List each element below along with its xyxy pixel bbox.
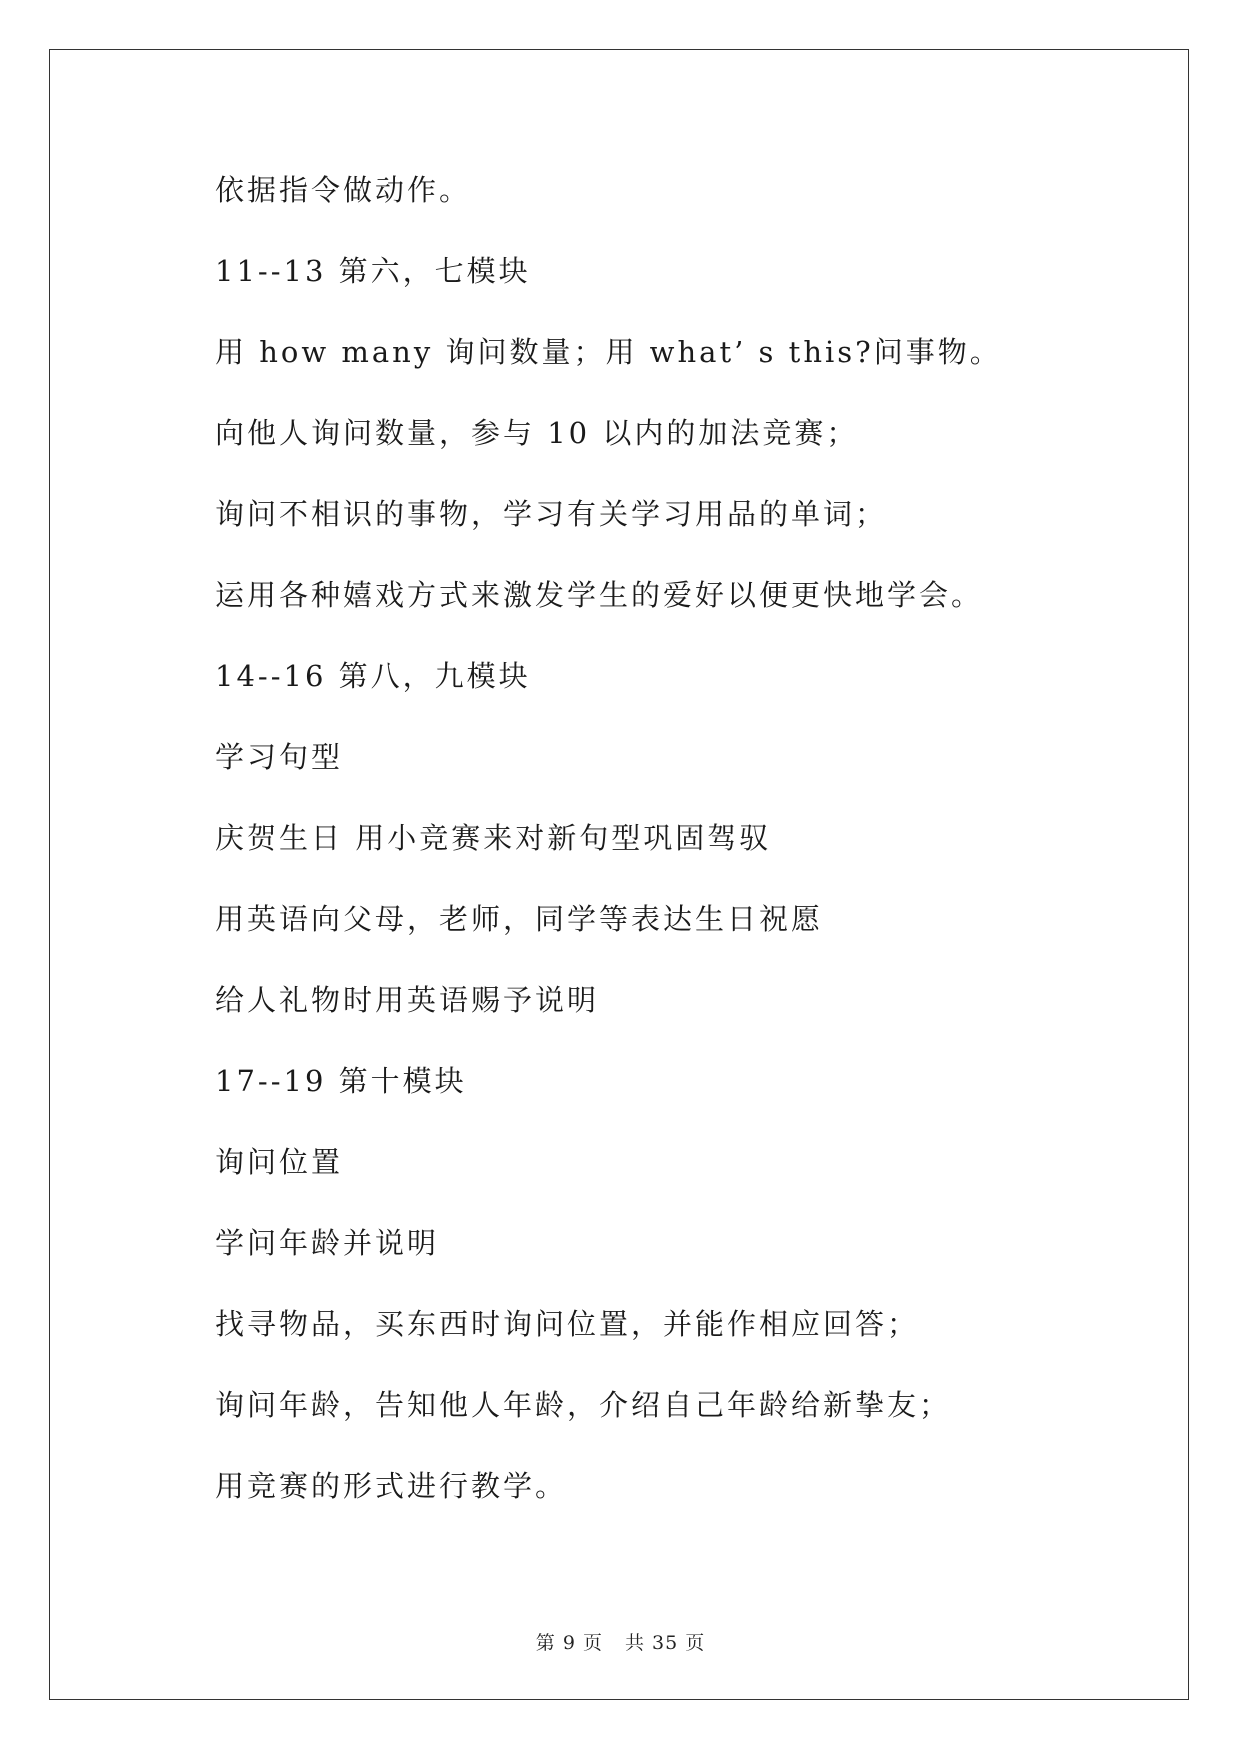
text-line: 询问年龄，告知他人年龄，介绍自己年龄给新挚友； <box>215 1388 952 1422</box>
text-line: 17--19 第十模块 <box>215 1064 467 1098</box>
text-line: 庆贺生日 用小竞赛来对新句型巩固驾驭 <box>215 821 772 855</box>
page-border <box>49 49 1189 1700</box>
text-line: 询问不相识的事物，学习有关学习用品的单词； <box>215 497 888 531</box>
text-line: 11--13 第六，七模块 <box>215 254 531 288</box>
page-number: 第 9 页 <box>535 1632 603 1654</box>
text-line: 运用各种嬉戏方式来激发学生的爱好以便更快地学会。 <box>215 578 984 612</box>
text-line: 依据指令做动作。 <box>215 173 472 207</box>
page-footer <box>0 1628 1241 1655</box>
text-line: 用 how many 询问数量；用 what’ s this?问事物。 <box>215 335 1002 369</box>
page-total: 共 35 页 <box>624 1632 706 1654</box>
text-line: 向他人询问数量，参与 10 以内的加法竞赛； <box>215 416 859 450</box>
text-line: 找寻物品，买东西时询问位置，并能作相应回答； <box>215 1307 920 1341</box>
text-line: 14--16 第八，九模块 <box>215 659 531 693</box>
text-line: 用英语向父母，老师，同学等表达生日祝愿 <box>215 902 824 936</box>
text-line: 用竞赛的形式进行教学。 <box>215 1469 568 1503</box>
text-line: 学习句型 <box>215 740 344 774</box>
text-line: 给人礼物时用英语赐予说明 <box>215 983 600 1017</box>
text-line: 询问位置 <box>215 1145 344 1179</box>
text-line: 学问年龄并说明 <box>215 1226 440 1260</box>
